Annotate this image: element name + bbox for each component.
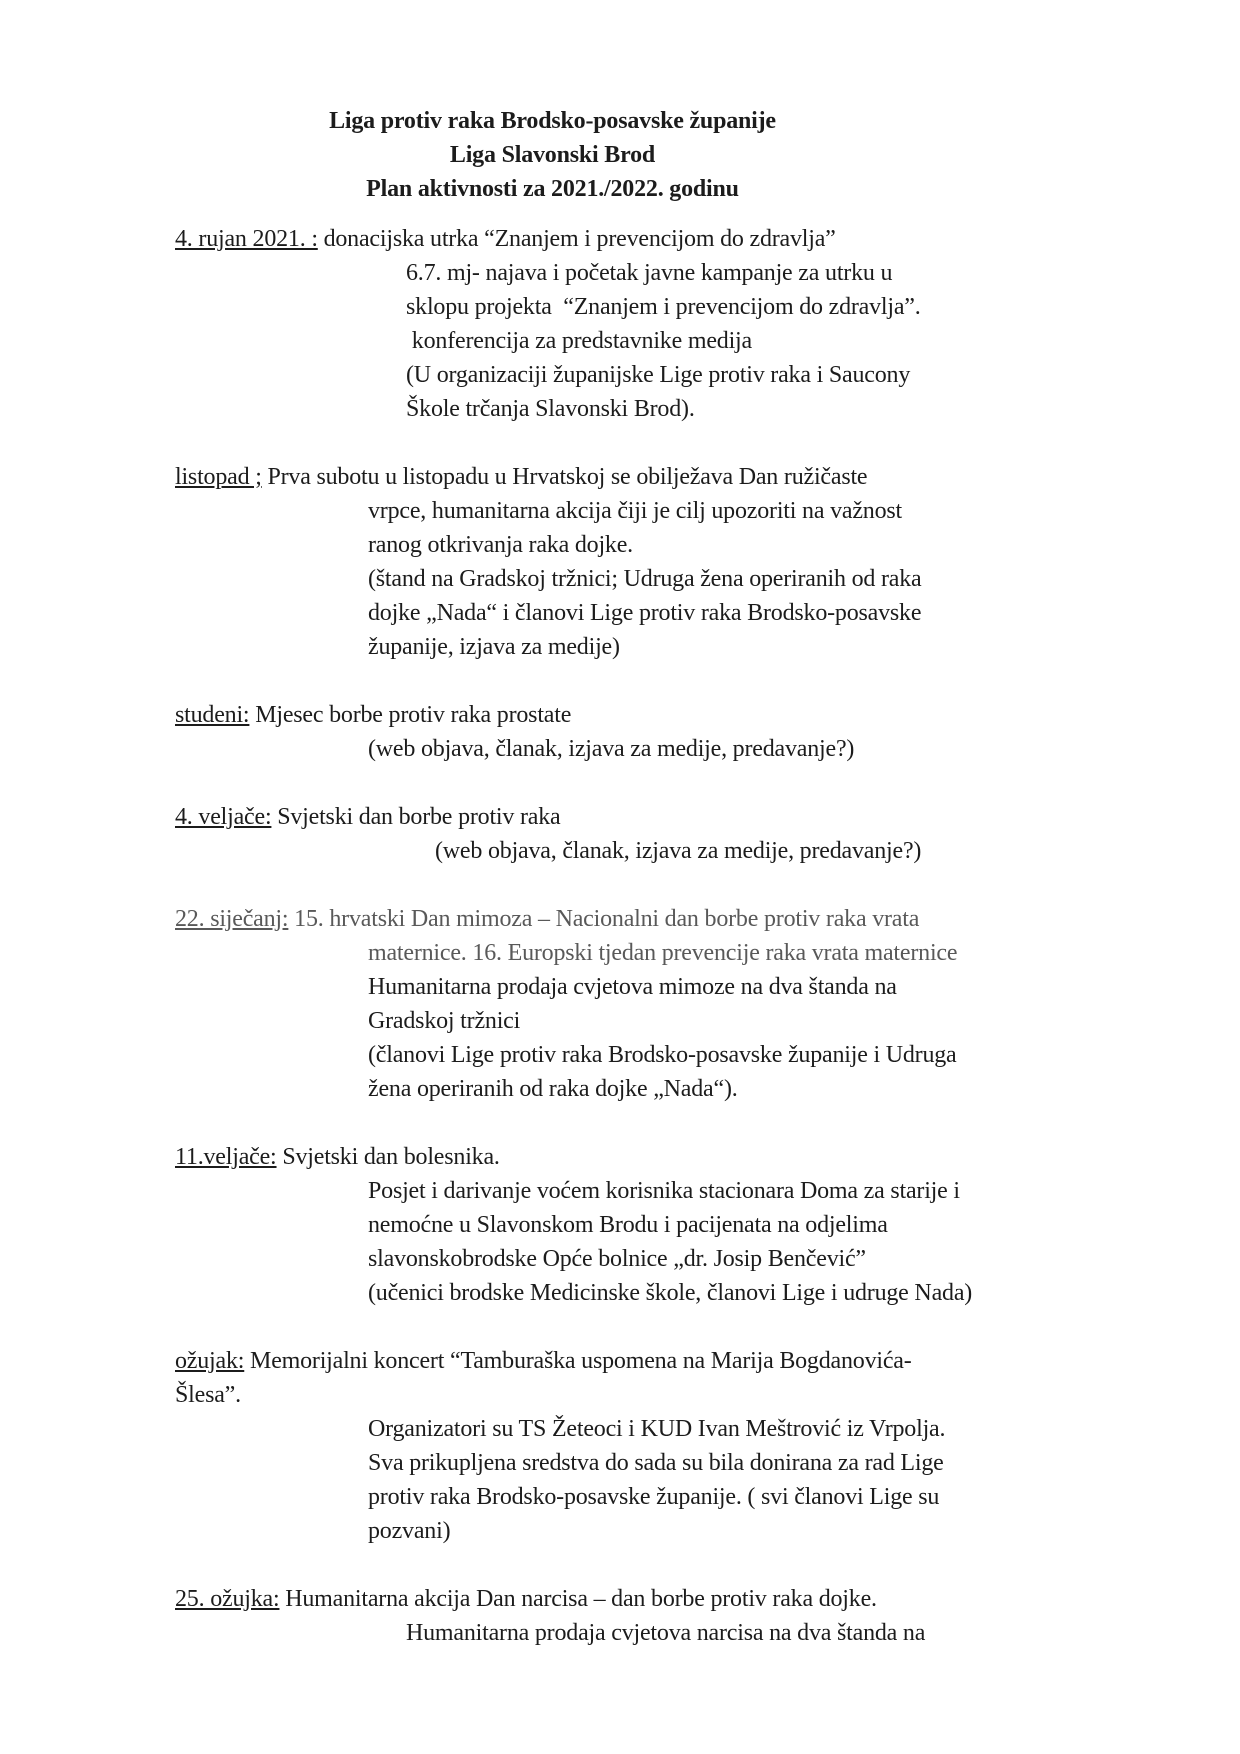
document-line — [0, 460, 1240, 494]
line-text: donacijska utrka “Znanjem i prevencijom do zdravlja” — [317, 226, 836, 252]
document-line — [0, 1208, 1240, 1242]
activity-block — [0, 698, 1240, 766]
line-text: sklopu projekta “Znanjem i prevencijom do zdravlja”. — [406, 294, 921, 320]
document-title-line: Plan aktivnosti za 2021./2022. godinu — [366, 176, 739, 202]
document-line — [0, 1072, 1240, 1106]
line-text: nemoćne u Slavonskom Brodu i pacijenata na odjelima — [368, 1212, 888, 1238]
activity-block — [0, 222, 1240, 426]
activity-block — [0, 902, 1240, 1106]
line-text: (web objava, članak, izjava za medije, predavanje?) — [368, 736, 855, 762]
date-label: studeni: — [175, 702, 250, 728]
document-line — [0, 970, 1240, 1004]
line-text: 15. hrvatski Dan mimoza – Nacionalni dan borbe protiv raka vrata — [288, 906, 920, 932]
document-line — [0, 630, 1240, 664]
date-label: listopad ; — [175, 464, 262, 490]
document-body — [0, 222, 1240, 1650]
document-line — [0, 1242, 1240, 1276]
document-line — [0, 732, 1240, 766]
activity-block — [0, 1582, 1240, 1650]
line-text: maternice. 16. Europski tjedan prevencije raka vrata maternice — [368, 940, 958, 966]
document-line — [0, 1446, 1240, 1480]
line-text: Humanitarna prodaja cvjetova narcisa na dva štanda na — [406, 1620, 926, 1646]
document-line — [0, 1378, 1240, 1412]
document-title-line: Liga protiv raka Brodsko-posavske županije — [329, 108, 776, 134]
date-label: 4. veljače: — [175, 804, 272, 830]
activity-block — [0, 460, 1240, 664]
document-line — [0, 1344, 1240, 1378]
line-text: 6.7. mj- najava i početak javne kampanje za utrku u — [406, 260, 893, 286]
line-text: žena operiranih od raka dojke „Nada“). — [368, 1076, 738, 1102]
document-line — [0, 494, 1240, 528]
document-line — [0, 222, 1240, 256]
line-text: pozvani) — [368, 1518, 451, 1544]
document-line — [0, 1004, 1240, 1038]
line-text: Organizatori su TS Žeteoci i KUD Ivan Meštrović iz Vrpolja. — [368, 1416, 946, 1442]
document-line — [0, 698, 1240, 732]
document-line — [0, 1174, 1240, 1208]
header-spacer — [0, 206, 1240, 222]
line-text: konferencija za predstavnike medija — [406, 328, 752, 354]
line-text: ranog otkrivanja raka dojke. — [368, 532, 633, 558]
line-text: slavonskobrodske Opće bolnice „dr. Josip Benčević” — [368, 1246, 866, 1272]
document-line — [0, 1582, 1240, 1616]
line-text: Humanitarna prodaja cvjetova mimoze na dva štanda na — [368, 974, 897, 1000]
line-text: Prva subotu u listopadu u Hrvatskoj se obilježava Dan ružičaste — [261, 464, 868, 490]
document-title-line: Liga Slavonski Brod — [449, 142, 656, 168]
document-line — [0, 290, 1240, 324]
document-line — [0, 1514, 1240, 1548]
document-line — [0, 324, 1240, 358]
activity-block — [0, 1140, 1240, 1310]
date-label: 25. ožujka: — [175, 1586, 280, 1612]
line-text: Svjetski dan borbe protiv raka — [271, 804, 561, 830]
activity-block — [0, 800, 1240, 868]
line-text: Posjet i darivanje voćem korisnika stacionara Doma za starije i — [368, 1178, 960, 1204]
line-text: Gradskoj tržnici — [368, 1008, 521, 1034]
document-line — [0, 1140, 1240, 1174]
line-text: županije, izjava za medije) — [368, 634, 620, 660]
activity-block — [0, 1344, 1240, 1548]
document-line — [0, 1038, 1240, 1072]
document-line — [0, 1412, 1240, 1446]
document-line — [0, 902, 1240, 936]
line-text: (U organizaciji županijske Lige protiv raka i Saucony — [406, 362, 911, 388]
line-text: (web objava, članak, izjava za medije, predavanje?) — [435, 838, 922, 864]
document-line — [0, 528, 1240, 562]
line-text: (članovi Lige protiv raka Brodsko-posavske županije i Udruga — [368, 1042, 957, 1068]
line-text: Humanitarna akcija Dan narcisa – dan borbe protiv raka dojke. — [279, 1586, 877, 1612]
date-label: 11.veljače: — [175, 1144, 277, 1170]
line-text: (štand na Gradskoj tržnici; Udruga žena operiranih od raka — [368, 566, 922, 592]
line-text: Škole trčanja Slavonski Brod). — [406, 396, 695, 422]
date-label: 4. rujan 2021. : — [175, 226, 318, 252]
line-text: (učenici brodske Medicinske škole, članovi Lige i udruge Nada) — [368, 1280, 973, 1306]
line-text: Šlesa”. — [175, 1382, 241, 1408]
document-line — [0, 392, 1240, 426]
date-label: 22. siječanj: — [175, 906, 289, 932]
document-line — [0, 596, 1240, 630]
document-header — [100, 0, 1005, 206]
line-text: dojke „Nada“ i članovi Lige protiv raka Brodsko-posavske — [368, 600, 922, 626]
line-text: Sva prikupljena sredstva do sada su bila donirana za rad Lige — [368, 1450, 944, 1476]
document-line — [0, 936, 1240, 970]
document-line — [0, 358, 1240, 392]
line-text: Memorijalni koncert “Tamburaška uspomena na Marija Bogdanovića- — [244, 1348, 912, 1374]
document-line — [0, 800, 1240, 834]
document-line — [0, 562, 1240, 596]
line-text: vrpce, humanitarna akcija čiji je cilj upozoriti na važnost — [368, 498, 902, 524]
line-text: Mjesec borbe protiv raka prostate — [249, 702, 572, 728]
date-label: ožujak: — [175, 1348, 245, 1374]
document-line — [0, 1616, 1240, 1650]
line-text: protiv raka Brodsko-posavske županije. ( svi članovi Lige su — [368, 1484, 940, 1510]
document-line — [0, 834, 1240, 868]
document-line — [0, 256, 1240, 290]
line-text: Svjetski dan bolesnika. — [276, 1144, 500, 1170]
document-line — [0, 1276, 1240, 1310]
document-line — [0, 1480, 1240, 1514]
